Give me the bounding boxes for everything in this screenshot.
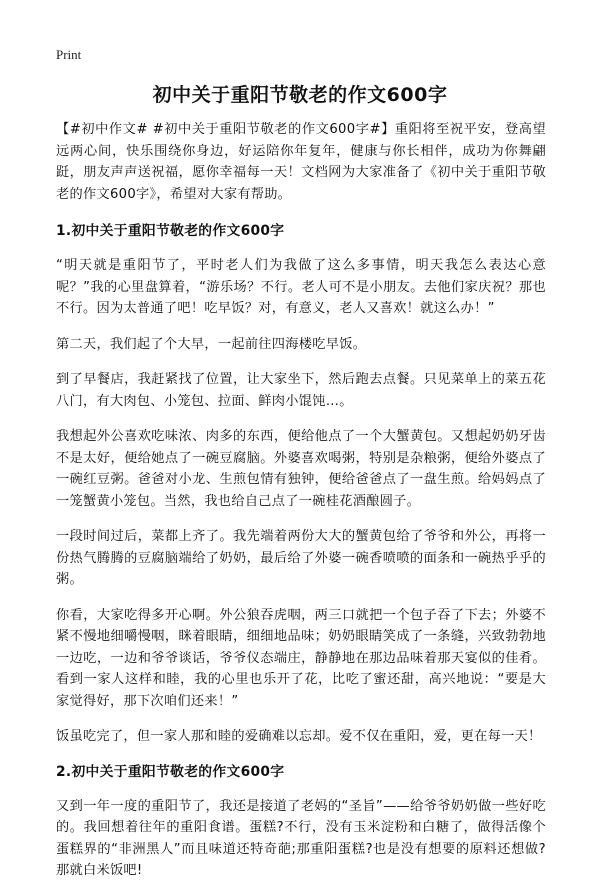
paragraph: 一段时间过后，菜都上齐了。我先端着两份大大的蟹黄包给了爷爷和外公，再将一份热气腾腾的豆腐脑端给了奶奶，最后给了外婆一碗香喷喷的面条和一碗热乎乎的粥。 (56, 529, 546, 587)
page-title: 初中关于重阳节敬老的作文600字 (152, 84, 448, 106)
intro-paragraph: 【#初中作文# #初中关于重阳节敬老的作文600字#】重阳将至祝平安，登高望远两心间，快乐围绕你身边，好运陪你年复年，健康与你长相伴，成功为你舞翩跹，朋友声声送祝福，愿你幸福每一天！文档网为大家准备了《初中关于重阳节敬老的作文600字》，希望对大家有帮助。 (56, 122, 546, 202)
paragraph: 第二天，我们起了个大早，一起前往四海楼吃早饭。 (56, 336, 367, 352)
print-link[interactable]: Print (56, 47, 82, 62)
paragraph: 我想起外公喜欢吃味浓、肉多的东西，便给他点了一个大蟹黄包。又想起奶奶牙齿不是太好，便给她点了一碗豆腐脑。外婆喜欢喝粥，特别是杂粮粥，便给外婆点了一碗红豆粥。爸爸对小龙、生煎包情有独钟，便给爸爸点了一盘生煎。给妈妈点了一笼蟹黄小笼包。当然，我也给自己点了一碗桂花酒酿圆子。 (56, 429, 546, 509)
article-body (56, 119, 546, 896)
paragraph: 到了早餐店，我赶紧找了位置，让大家坐下，然后跑去点餐。只见菜单上的菜五花八门，有大肉包、小笼包、拉面、鲜肉小馄饨…。 (56, 372, 546, 409)
paragraph: “明天就是重阳节了，平时老人们为我做了这么多事情，明天我怎么表达心意呢？”我的心里盘算着，“游乐场？不行。老人可不是小朋友。去他们家庆祝？那也不行。因为太普通了吧！吃早饭？对，有意义，老人又喜欢！就这么办！” (56, 258, 546, 316)
section-heading-2: 2.初中关于重阳节敬老的作文600字 (56, 763, 285, 780)
section-heading-1: 1.初中关于重阳节敬老的作文600字 (56, 223, 285, 239)
paragraph: 饭虽吃完了，但一家人那和睦的爱确难以忘却。爱不仅在重阳，爱，更在每一天！ (56, 729, 542, 744)
paragraph: 又到一年一度的重阳节了，我还是接道了老妈的“圣旨”——给爷爷奶奶做一些好吃的。我回想着往年的重阳食谱。蛋糕?不行，没有玉米淀粉和白糖了，做得活像个蛋糕界的“非洲黑人”而且味道还特奇葩;那重阳蛋糕?也是没有想要的原料还想做?那就白米饭吧! (56, 798, 546, 878)
paragraph: 你看，大家吃得多开心啊。外公狼吞虎咽，两三口就把一个包子吞了下去；外婆不紧不慢地细嚼慢咽，眯着眼睛，细细地品味；奶奶眼睛笑成了一条缝，兴致勃勃地一边吃，一边和爷爷谈话，爷爷仪态端庄，静静地在那边品味着那天宴似的佳肴。看到一家人这样和睦，我的心里也乐开了花，比吃了蜜还甜，高兴地说：“要是大家觉得好，那下次咱们还来！” (56, 607, 546, 709)
